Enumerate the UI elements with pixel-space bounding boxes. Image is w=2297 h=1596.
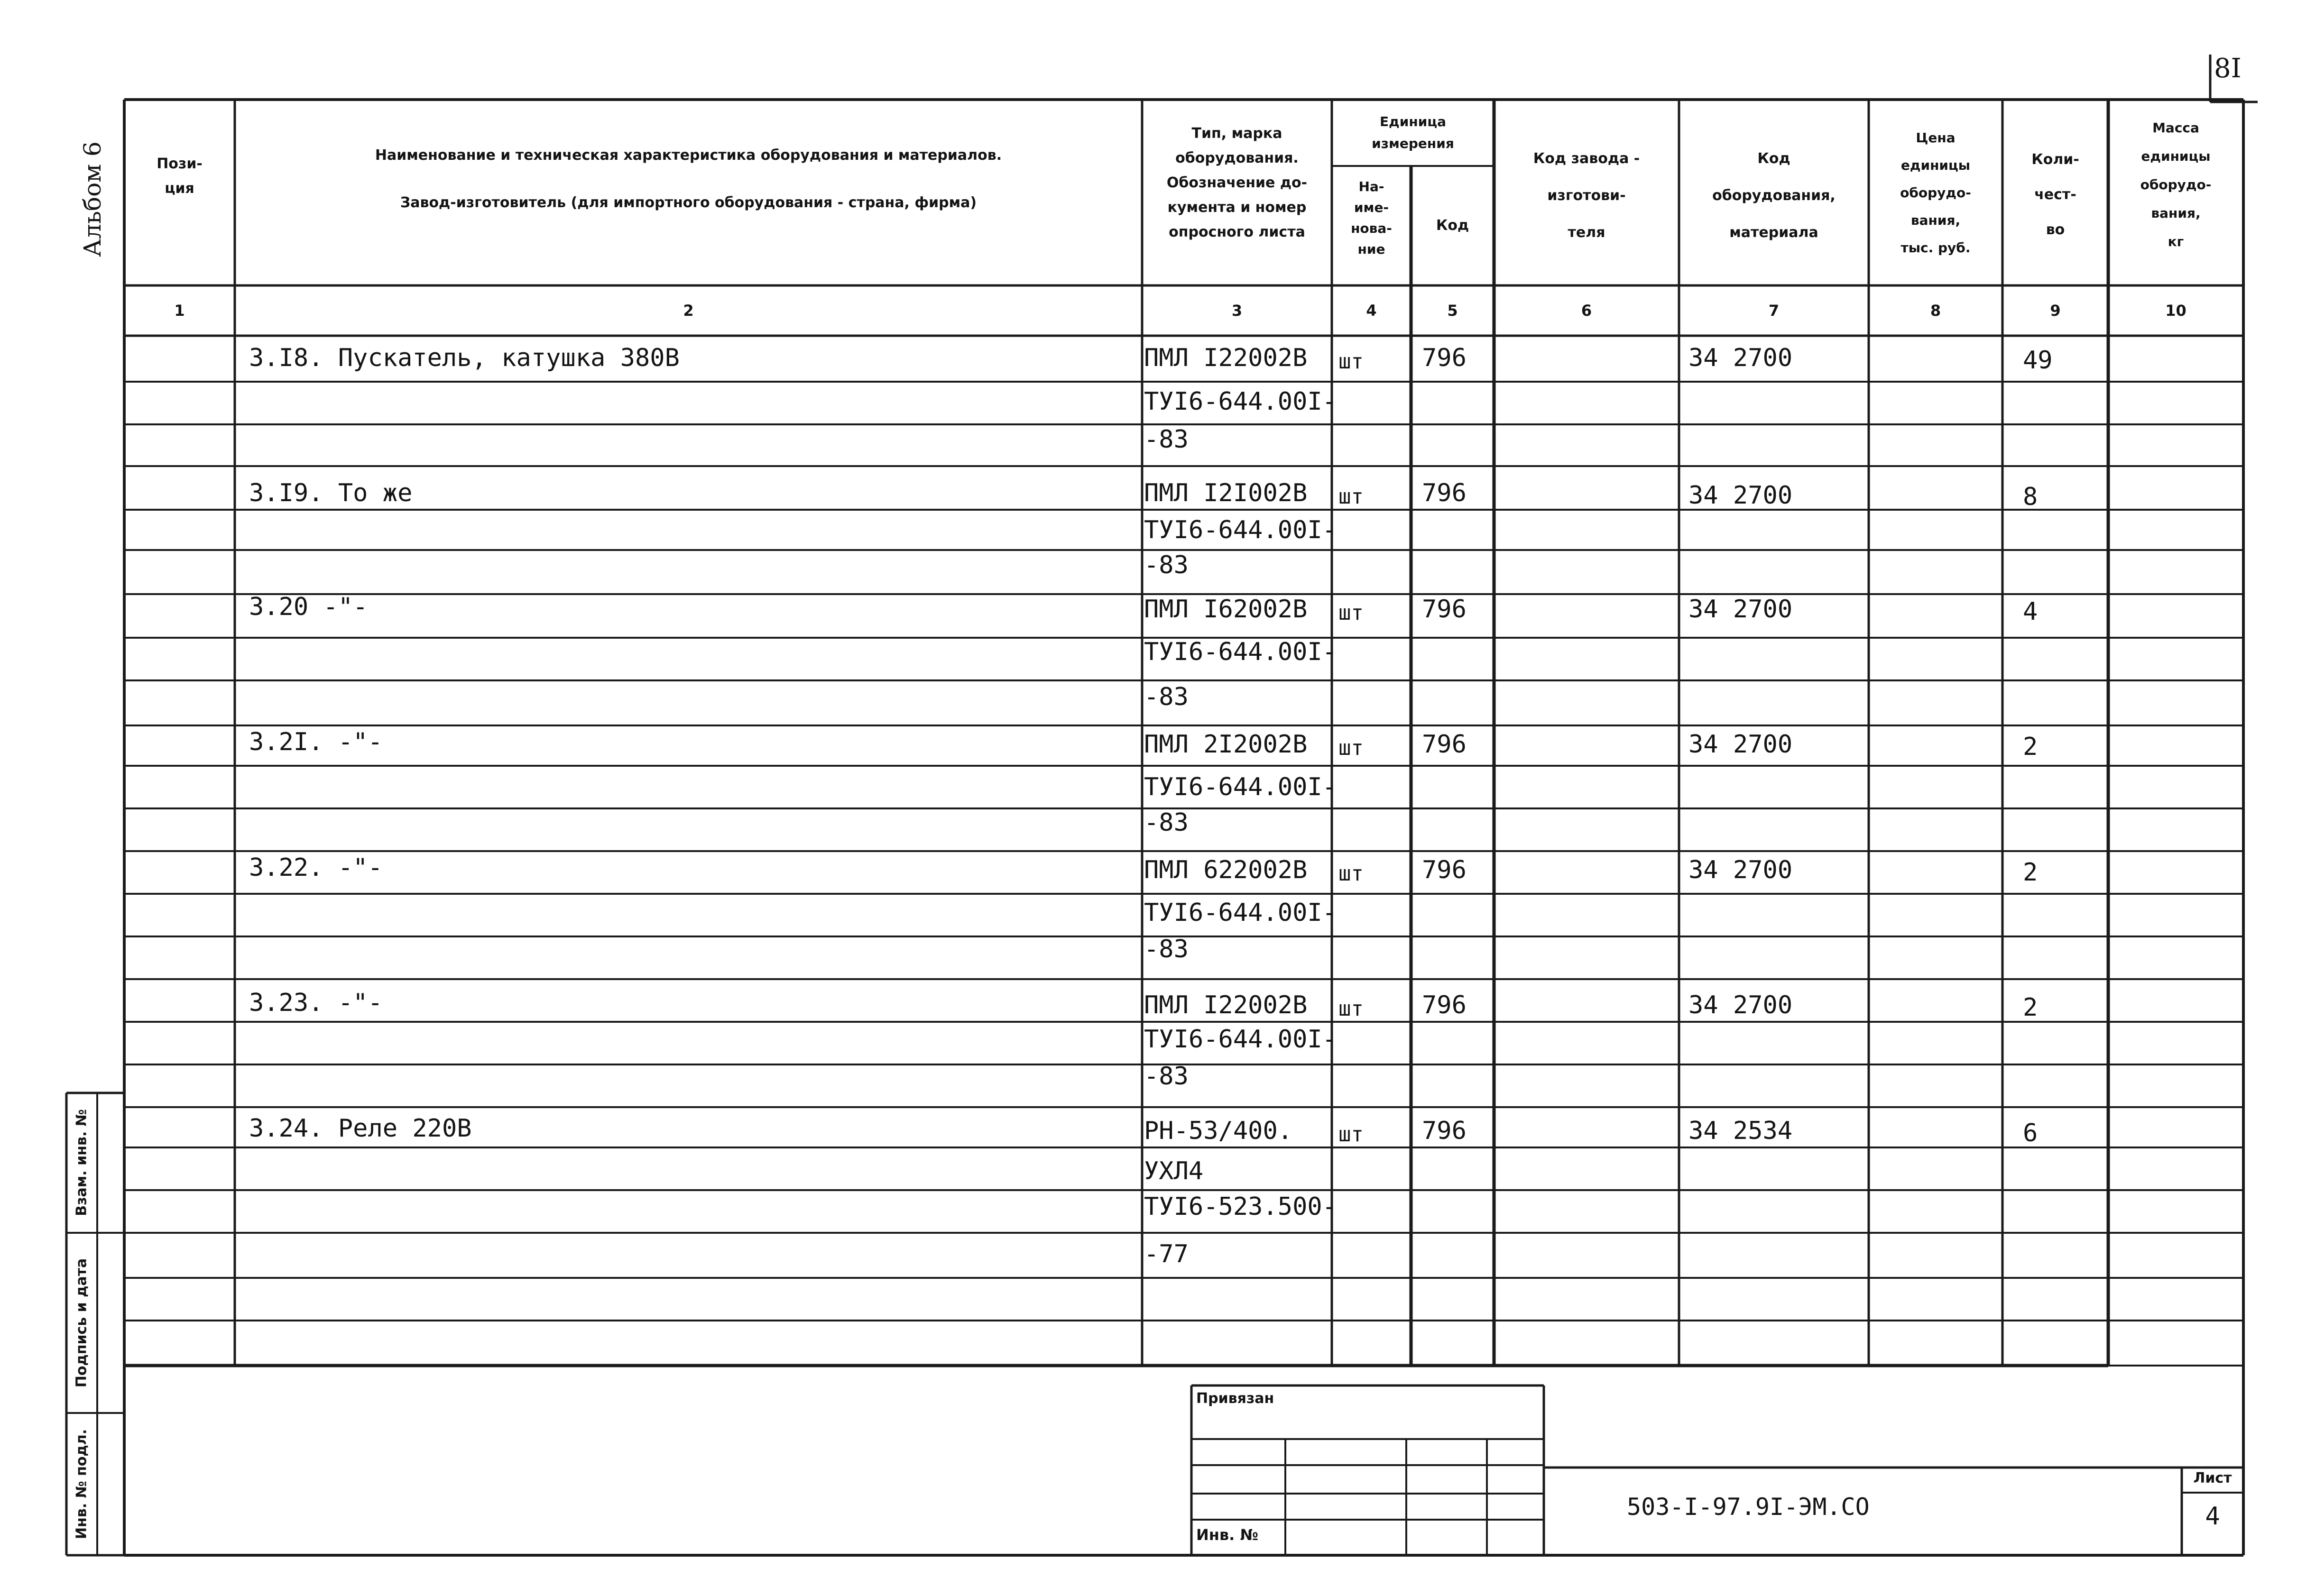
album-label: Альбом 6: [79, 141, 106, 257]
item-material-code: 34 2700: [1688, 595, 1793, 624]
item-unit-code: 796: [1422, 595, 1467, 624]
header-price: Цена единицы оборудо- вания, тыс. руб.: [1900, 130, 1971, 256]
item-quantity: 4: [2023, 597, 2038, 626]
item-unit: шт: [1338, 997, 1364, 1021]
item-material-code: 34 2700: [1688, 991, 1793, 1019]
list-label: Лист: [2193, 1470, 2232, 1486]
item-quantity: 6: [2023, 1119, 2038, 1147]
column-number: 5: [1447, 302, 1458, 320]
header-quantity: Коли- чест- во: [2031, 151, 2079, 238]
header-material-code: Код оборудования, материала: [1712, 150, 1836, 241]
item-quantity: 49: [2023, 346, 2053, 375]
item-unit: шт: [1338, 349, 1364, 374]
item-type-line: -83: [1144, 935, 1189, 963]
column-number: 1: [174, 302, 185, 320]
item-name: 3.I9. То же: [249, 479, 413, 507]
column-number: 7: [1768, 302, 1780, 320]
side-stamp-vzam: Взам. инв. №: [73, 1109, 90, 1216]
item-unit: шт: [1338, 862, 1364, 886]
item-quantity: 2: [2023, 858, 2038, 887]
column-number: 8: [1930, 302, 1941, 320]
item-type-line: ПМЛ I22002В: [1144, 344, 1308, 372]
column-number: 3: [1231, 302, 1243, 320]
item-type-line: ТУI6-644.00I-: [1144, 638, 1337, 666]
item-material-code: 34 2700: [1688, 856, 1793, 884]
side-stamp-podpis: Подпись и дата: [73, 1258, 90, 1388]
item-unit: шт: [1338, 485, 1364, 509]
header-mass: Масса единицы оборудо- вания, кг: [2140, 120, 2212, 249]
item-name: 3.22. -"-: [249, 853, 383, 882]
item-unit-code: 796: [1422, 730, 1467, 759]
column-number: 2: [683, 302, 694, 320]
header-unit-code: Код: [1436, 217, 1469, 234]
list-number: 4: [2205, 1502, 2220, 1531]
item-name: 3.24. Реле 220В: [249, 1114, 472, 1143]
item-type-line: УХЛ4: [1144, 1157, 1204, 1185]
header-unit-name: На- име- нова- ние: [1351, 179, 1392, 257]
item-type-line: ТУI6-644.00I-: [1144, 1025, 1337, 1054]
item-quantity: 8: [2023, 483, 2038, 511]
item-quantity: 2: [2023, 733, 2038, 761]
item-type-line: ТУI6-644.00I-: [1144, 899, 1337, 927]
header-name-line2: Завод-изготовитель (для импортного оборудования - страна, фирма): [400, 194, 977, 211]
item-type-line: ТУI6-644.00I-: [1144, 387, 1337, 416]
header-position: Пози- ция: [157, 156, 203, 197]
item-unit: шт: [1338, 736, 1364, 760]
item-unit-code: 796: [1422, 344, 1467, 372]
item-material-code: 34 2700: [1688, 730, 1793, 759]
side-stamp-inv-podl: Инв. № подл.: [73, 1429, 90, 1540]
item-type-line: -83: [1144, 551, 1189, 579]
title-block-inv-no: Инв. №: [1196, 1526, 1258, 1544]
item-type-line: ТУI6-644.00I-: [1144, 516, 1337, 544]
column-number: 4: [1366, 302, 1377, 320]
item-type-line: ПМЛ 622002В: [1144, 856, 1308, 884]
item-type-line: ПМЛ 2I2002В: [1144, 730, 1308, 759]
item-name: 3.2I. -"-: [249, 728, 383, 756]
item-type-line: ТУI6-644.00I-: [1144, 773, 1337, 801]
item-material-code: 34 2534: [1688, 1117, 1793, 1145]
item-material-code: 34 2700: [1688, 481, 1793, 510]
sheet-number: 8I: [2214, 53, 2242, 84]
item-type-line: ТУI6-523.500-: [1144, 1192, 1337, 1221]
item-unit: шт: [1338, 1122, 1364, 1147]
item-type-line: -83: [1144, 808, 1189, 837]
header-unit-group: Единица измерения: [1372, 114, 1454, 151]
item-unit: шт: [1338, 601, 1364, 625]
column-number: 9: [2050, 302, 2061, 320]
column-number: 10: [2165, 302, 2186, 320]
item-name: 3.20 -"-: [249, 593, 368, 621]
item-name: 3.I8. Пускатель, катушка 380В: [249, 344, 680, 372]
item-unit-code: 796: [1422, 1117, 1467, 1145]
item-unit-code: 796: [1422, 856, 1467, 884]
column-number: 6: [1581, 302, 1592, 320]
title-block-privyazan: Привязан: [1196, 1390, 1274, 1407]
item-name: 3.23. -"-: [249, 989, 383, 1017]
header-type: Тип, марка оборудования. Обозначение до- кумента и номер опросного листа: [1166, 125, 1308, 240]
item-material-code: 34 2700: [1688, 344, 1793, 372]
item-type-line: -83: [1144, 425, 1189, 454]
item-unit-code: 796: [1422, 991, 1467, 1019]
item-type-line: ПМЛ I22002В: [1144, 991, 1308, 1019]
item-unit-code: 796: [1422, 479, 1467, 507]
item-type-line: ПМЛ I62002В: [1144, 595, 1308, 624]
item-type-line: ПМЛ I2I002В: [1144, 479, 1308, 507]
item-type-line: РН-53/400.: [1144, 1117, 1293, 1145]
item-type-line: -83: [1144, 1062, 1189, 1091]
item-quantity: 2: [2023, 993, 2038, 1022]
header-plant-code: Код завода - изготови- теля: [1533, 150, 1640, 241]
item-type-line: -77: [1144, 1240, 1189, 1268]
document-code: 503-I-97.9I-ЭМ.СО: [1627, 1493, 1870, 1521]
item-type-line: -83: [1144, 683, 1189, 711]
header-name-line1: Наименование и техническая характеристика оборудования и материалов.: [375, 147, 1002, 164]
